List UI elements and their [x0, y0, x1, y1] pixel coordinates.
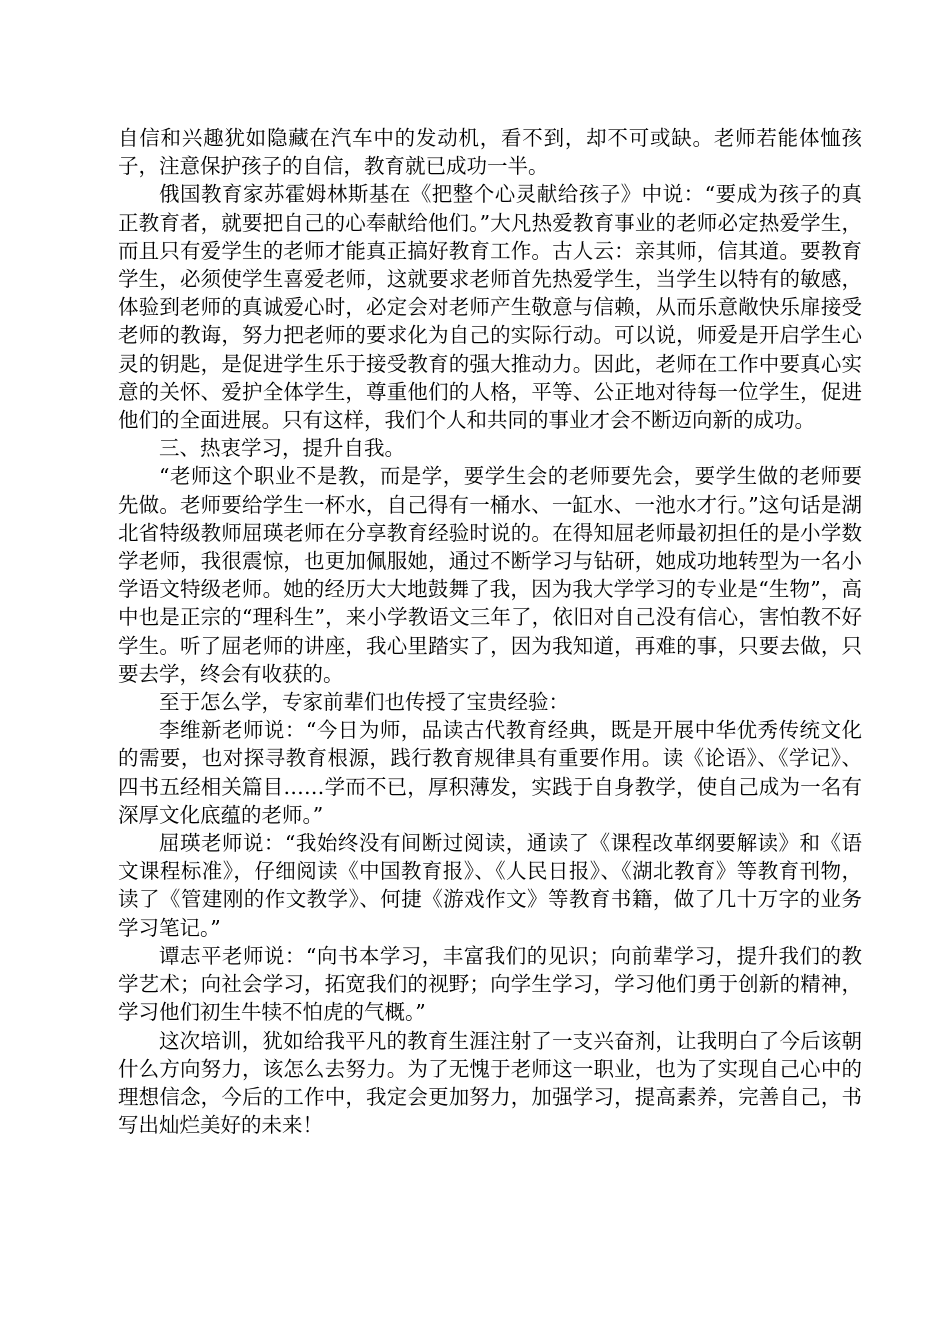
paragraph-7: 屈瑛老师说：“我始终没有间断过阅读，通读了《课程改革纲要解读》和《语文课程标准》，仔细阅读《中国教育报》、《人民日报》、《湖北教育》等教育刊物，读了《管建刚的作文教学》、何捷《游戏作文》等教育书籍，做了几十万字的业务学习笔记。” — [118, 831, 862, 940]
document-body — [118, 124, 862, 1139]
paragraph-1: 自信和兴趣犹如隐藏在汽车中的发动机，看不到，却不可或缺。老师若能体恤孩子，注意保护孩子的自信，教育就已成功一半。 — [118, 126, 862, 179]
paragraph-2: 俄国教育家苏霍姆林斯基在《把整个心灵献给孩子》中说：“要成为孩子的真正教育者，就要把自己的心奉献给他们。”大凡热爱教育事业的老师必定热爱学生，而且只有爱学生的老师才能真正搞好教育工作。古人云：亲其师，信其道。要教育学生，必须使学生喜爱老师，这就要求老师首先热爱学生，当学生以特有的敏感，体验到老师的真诚爱心时，必定会对老师产生敬意与信赖，从而乐意敞快乐扉接受老师的教诲，努力把老师的要求化为自己的实际行动。可以说，师爱是开启学生心灵的钥匙，是促进学生乐于接受教育的强大推动力。因此，老师在工作中要真心实意的关怀、爱护全体学生，尊重他们的人格，平等、公正地对待每一位学生，促进他们的全面进展。只有这样，我们个人和共同的事业才会不断迈向新的成功。 — [118, 182, 862, 433]
paragraph-6: 李维新老师说：“今日为师，品读古代教育经典，既是开展中华优秀传统文化的需要，也对探寻教育根源，践行教育规律具有重要作用。读《论语》、《学记》、四书五经相关篇目……学而不已，厚积薄发，实践于自身教学，使自己成为一名有深厚文化底蕴的老师。” — [118, 718, 862, 827]
paragraph-8: 谭志平老师说：“向书本学习，丰富我们的见识；向前辈学习，提升我们的教学艺术；向社会学习，拓宽我们的视野；向学生学习，学习他们勇于创新的精神，学习他们初生牛犊不怕虎的气概。” — [118, 943, 862, 1025]
section-heading-3: 三、热衷学习，提升自我。 — [159, 436, 405, 461]
paragraph-9: 这次培训，犹如给我平凡的教育生涯注射了一支兴奋剂，让我明白了今后该朝什么方向努力，该怎么去努力。为了无愧于老师这一职业，也为了实现自己心中的理想信念，今后的工作中，我定会更加努力，加强学习，提高素养，完善自己，书写出灿烂美好的未来！ — [118, 1028, 862, 1138]
paragraph-5: 至于怎么学，专家前辈们也传授了宝贵经验： — [159, 690, 569, 715]
paragraph-4: “老师这个职业不是教，而是学，要学生会的老师要先会，要学生做的老师要先做。老师要给学生一杯水，自己得有一桶水、一缸水、一池水才行。”这句话是湖北省特级教师屈瑛老师在分享教育经验时说的。在得知屈老师最初担任的是小学数学老师，我很震惊，也更加佩服她，通过不断学习与钻研，她成功地转型为一名小学语文特级老师。她的经历大大地鼓舞了我，因为我大学学习的专业是“生物”，高中也是正宗的“理科生”，来小学教语文三年了，依旧对自己没有信心，害怕教不好学生。听了屈老师的讲座，我心里踏实了，因为我知道，再难的事，只要去做，只要去学，终会有收获的。 — [118, 464, 862, 686]
